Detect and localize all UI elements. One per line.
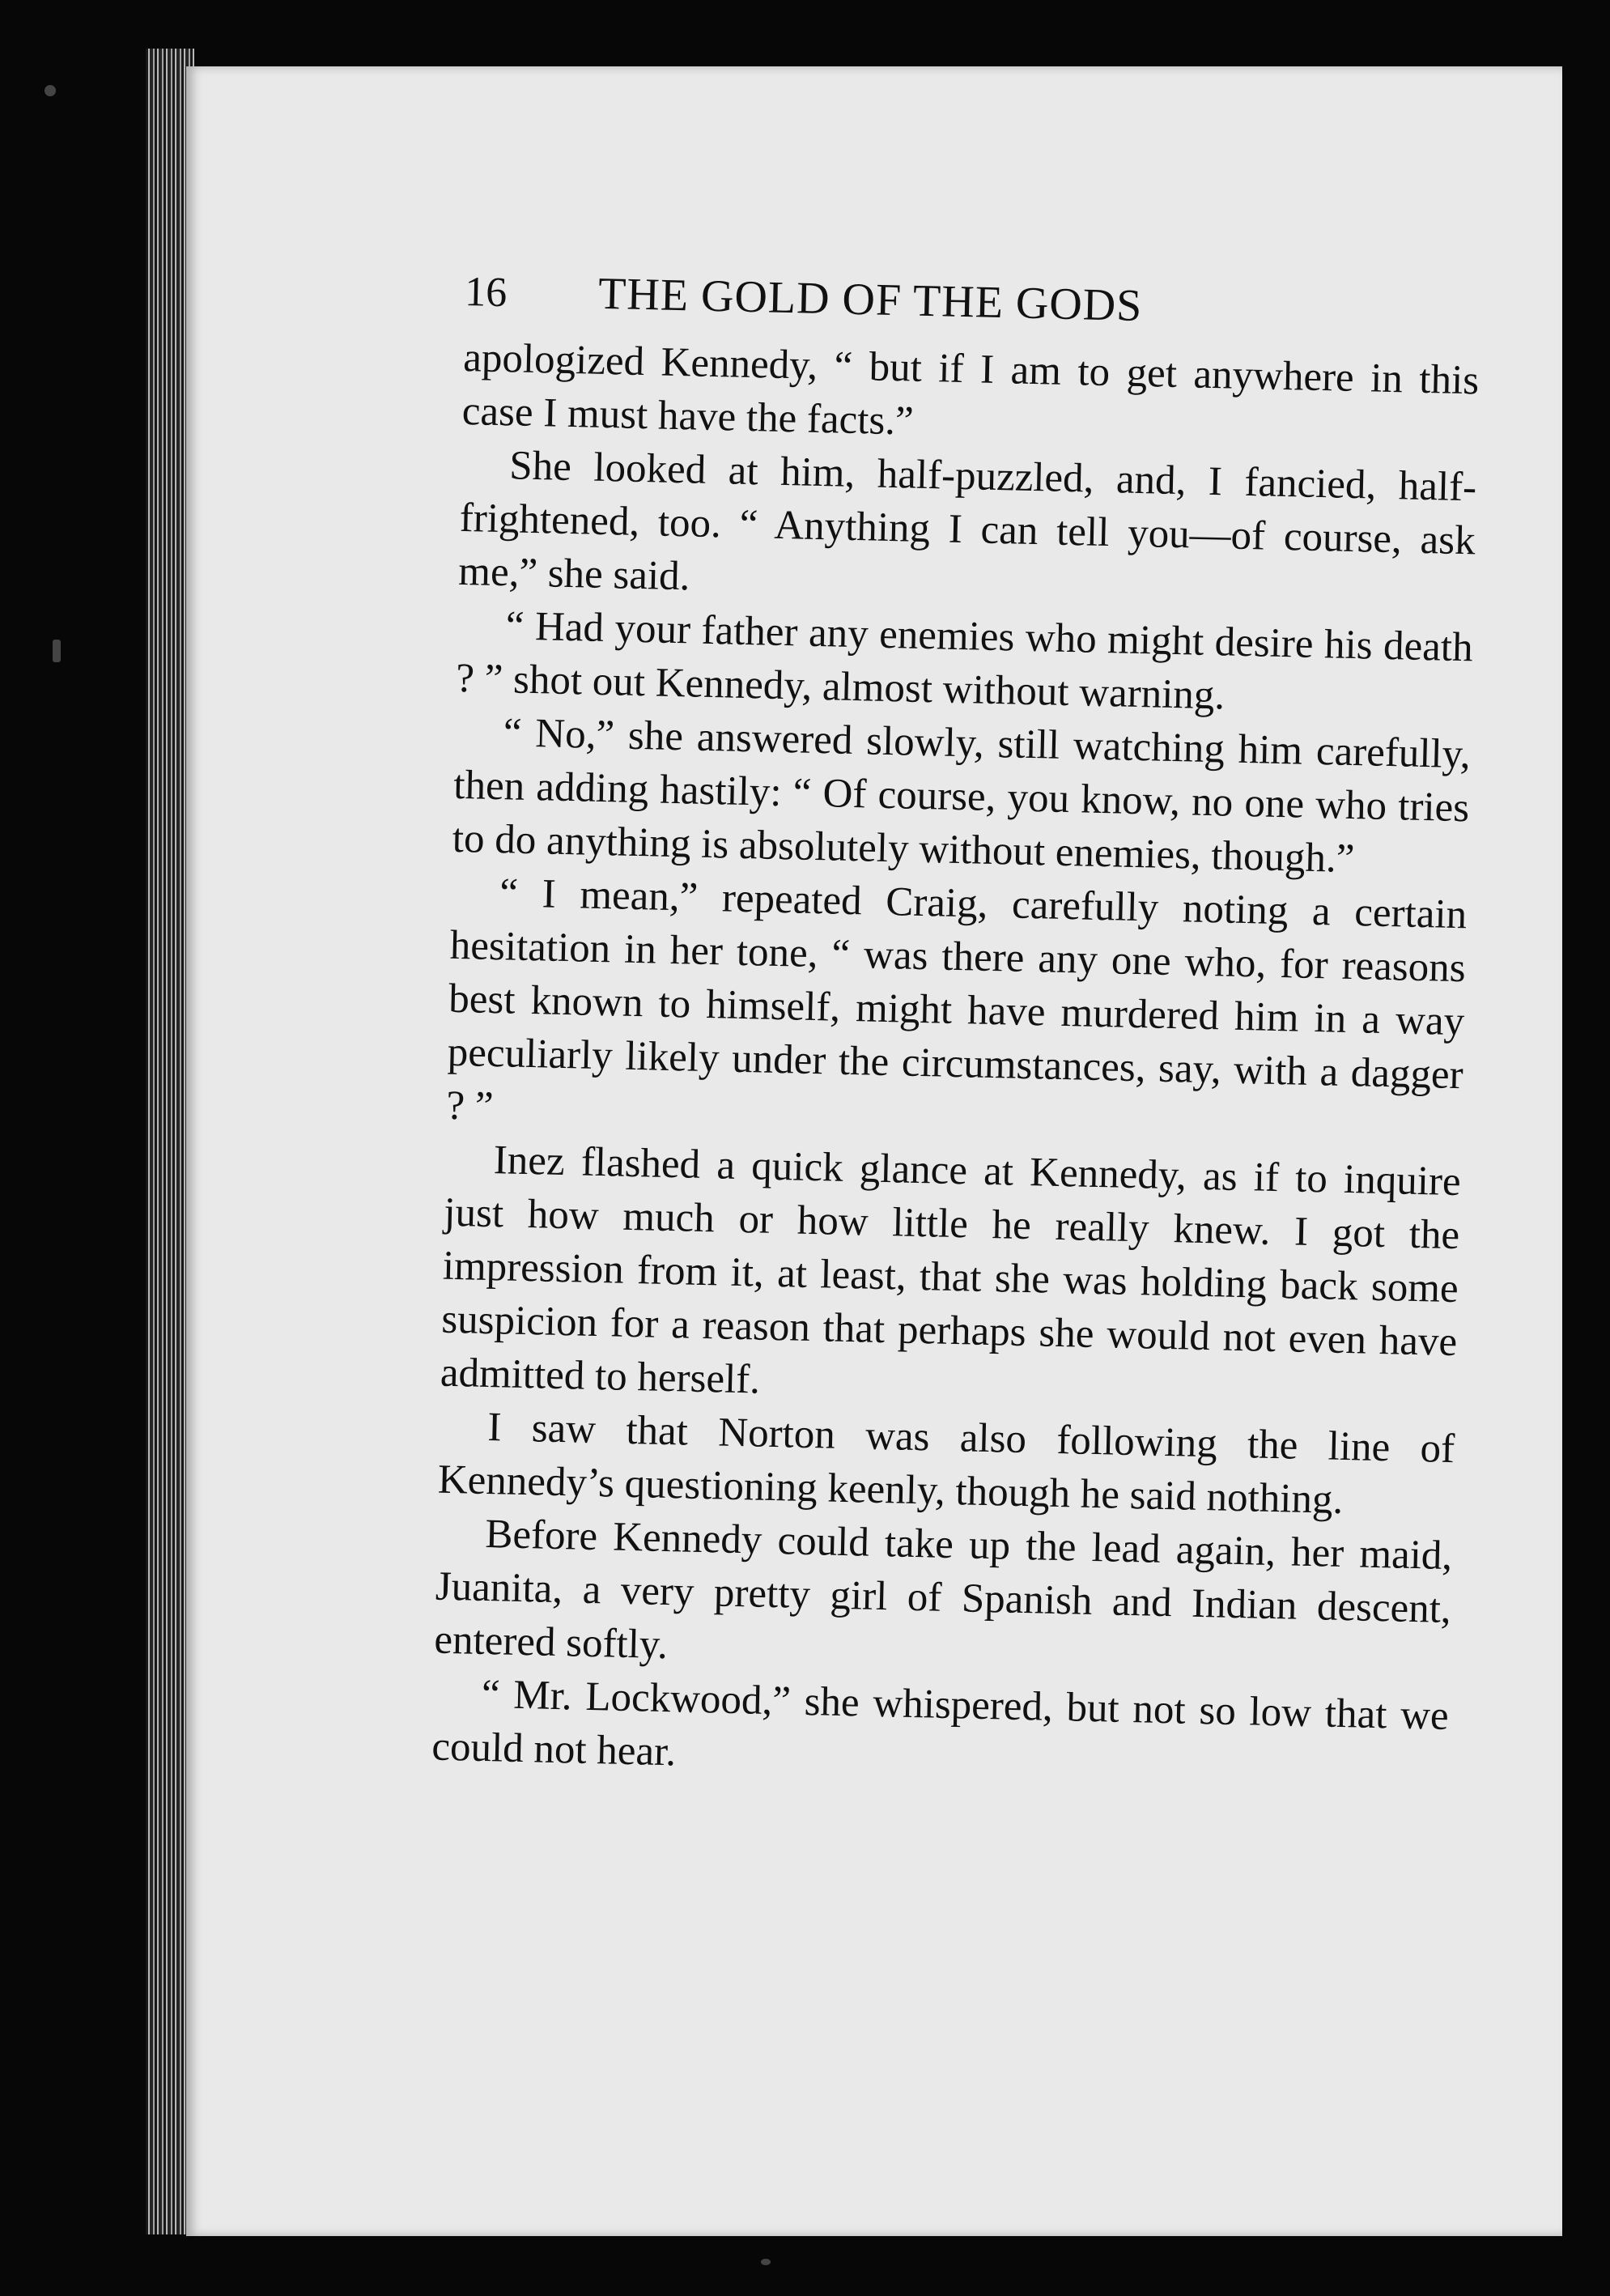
- scan-speck: [761, 2259, 771, 2265]
- paragraph: apologized Kennedy, “ but if I am to get anywhere in this case I must have the facts.”: [461, 334, 1480, 444]
- book-page: [186, 66, 1562, 2236]
- paragraph: Inez flashed a quick glance at Kennedy, as if to inquire just how much or how little he really knew. I got the impression from it, at least, that she was holding back some suspicion for a reason that perhaps she would not even have admitted to herself.: [440, 1137, 1462, 1403]
- scan-speck: [53, 640, 61, 662]
- paragraph: Before Kennedy could take up the lead again, her maid, Juanita, a very pretty girl of Spanish and Indian descent, entered softly.: [433, 1511, 1453, 1669]
- paragraph: “ Had your father any enemies who might desire his death ? ” shot out Kennedy, almost without warning.: [455, 603, 1474, 719]
- paragraph: She looked at him, half-puzzled, and, I fancied, half-frightened, too. “ Anything I can tell you—of course, ask me,” she said.: [457, 443, 1477, 600]
- page-content: [431, 265, 1481, 1796]
- paragraph: “ No,” she answered slowly, still watching him carefully, then adding hastily: “ Of course, you know, no one who tries to do anything is absolutely without enemies, though.”: [452, 710, 1472, 882]
- paragraph: I saw that Norton was also following the line of Kennedy’s questioning keenly, though he said nothing.: [437, 1404, 1455, 1523]
- running-head: [465, 265, 1481, 339]
- scan-speck: [45, 85, 56, 96]
- paragraph: “ Mr. Lockwood,” she whispered, but not so low that we could not hear.: [431, 1671, 1450, 1775]
- page-number: 16: [464, 268, 508, 317]
- body-text: [431, 331, 1480, 1796]
- paragraph: “ I mean,” repeated Craig, carefully noting a certain hesitation in her tone, “ was there any one who, for reasons best known to himself, might have murdered him in a way peculiarly likely under the circumstances, say, with a dagger ? ”: [445, 870, 1468, 1130]
- book-title: THE GOLD OF THE GODS: [597, 268, 1144, 331]
